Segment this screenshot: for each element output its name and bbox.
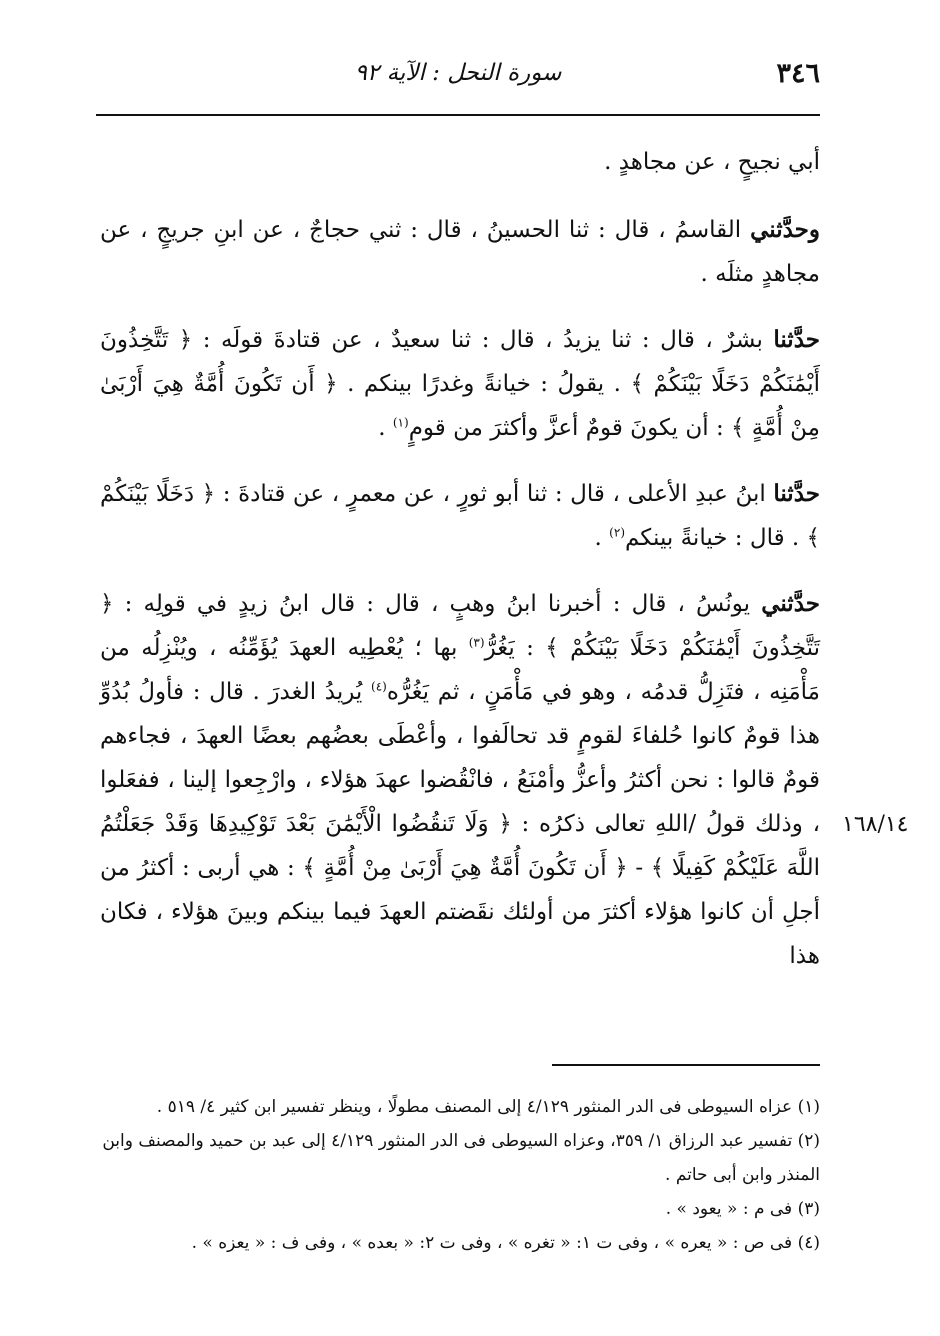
header-rule [96, 114, 820, 116]
paragraph-lead: حدَّثني [761, 590, 820, 617]
footnote-3: (٣) فى م : « يعود » . [665, 1199, 820, 1219]
footnote-1: (١) عزاه السيوطى فى الدر المنثور ٤/١٢٩ إلى المصنف مطولًا ، وينظر تفسير ابن كثير ٤/ ٥١٩ . [156, 1097, 820, 1117]
paragraph-text-continued: بها ؛ يُعْطِيه العهدَ يُؤَمِّنُه ، ويُنْزِلُه من مَأْمَنِه ، فتَزِلُّ قدمُه ، وهو في مَأْمَنٍ ، ثم يَغُرُّه [100, 635, 820, 705]
footnote-2: (٢) تفسير عبد الرزاق ١/ ٣٥٩، وعزاه السيوطى فى الدر المنثور ٤/١٢٩ إلى عبد بن حميد والمصنف وابن المنذر وابن أبى حاتم . [102, 1131, 820, 1185]
footnote-marker[interactable]: (٤) [371, 679, 387, 694]
page-number: ٣٤٦ [776, 58, 820, 89]
paragraph-text: يونُسُ ، قال : أخبرنا ابنُ وهبٍ ، قال : قال ابنُ زيدٍ في قولِه : ﴿ تَتَّخِذُونَ أَيْمَٰنَكُمْ دَخَلًا بَيْنَكُمْ ﴾ : يَغُرُّ [100, 591, 820, 661]
main-text [100, 140, 820, 1000]
paragraph-lead: وحدَّثني [750, 216, 820, 243]
paragraph-text: بشرٌ ، قال : ثنا يزيدُ ، قال : ثنا سعيدٌ ، عن قتادةَ قولَه : ﴿ تَتَّخِذُونَ أَيْمَٰنَكُمْ دَخَلًا بَيْنَكُمْ ﴾ . يقولُ : خيانةً وغدرًا بينكم . ﴿ أَن تَكُونَ أُمَّةٌ هِيَ أَرْبَىٰ مِنْ أُمَّةٍ ﴾ : أن يكونَ قومٌ أعزَّ وأكثرَ من قومٍ [100, 327, 820, 441]
footnote-marker[interactable]: (٣) [468, 635, 485, 650]
paragraph-2 [100, 208, 820, 296]
paragraph-lead: حدَّثنا [773, 480, 820, 507]
page-header [96, 52, 820, 102]
footnote-marker[interactable]: (١) [392, 415, 409, 430]
paragraph-4 [100, 472, 820, 560]
footnote-marker[interactable]: (٢) [609, 525, 625, 540]
paragraph-1 [100, 140, 820, 184]
footnote-4: (٤) فى ص : « يعره » ، وفى ت ١: « تغره » ، وفى ت ٢: « بعده » ، وفى ف : « يعزه » . [191, 1233, 820, 1253]
paragraph-tail: . [594, 525, 610, 551]
paragraph-lead: حدَّثنا [773, 326, 820, 353]
footnote-rule [552, 1064, 820, 1066]
footnotes [100, 1090, 820, 1260]
running-title: سورة النحل : الآية ٩٢ [354, 60, 562, 86]
paragraph-3 [100, 318, 820, 450]
margin-page-reference: ١٦٨/١٤ [842, 812, 909, 837]
paragraph-text-continued: يُريدُ الغدرَ . قال : فأولُ بُدُوِّ هذا قومٌ كانوا حُلفاءَ لقومٍ قد تحالَفوا ، وأعْطَى بعضُهم بعضًا العهدَ ، فجاءهم قومٌ قالوا : نحن أكثرُ وأعزُّ وأمْنَعُ ، فانْقُضوا عهدَ هؤلاء ، وارْجِعوا إلينا ، ففعَلوا ، وذلك قولُ /اللهِ تعالى ذكرُه : ﴿ وَلَا تَنقُضُوا الْأَيْمَٰنَ بَعْدَ تَوْكِيدِهَا وَقَدْ جَعَلْتُمُ اللَّهَ عَلَيْكُمْ كَفِيلًا ﴾ - ﴿ أَن تَكُونَ أُمَّةٌ هِيَ أَرْبَىٰ مِنْ أُمَّةٍ ﴾ : هي أربى : أكثرُ من أجلِ أن كانوا هؤلاء أكثرَ من أولئك نقَضتم العهدَ فيما بينكم وبينَ هؤلاء ، فكان هذا [100, 679, 820, 969]
paragraph-text: القاسمُ ، قال : ثنا الحسينُ ، قال : ثني حجاجٌ ، عن ابنِ جريجٍ ، عن مجاهدٍ مثلَه . [100, 217, 820, 287]
paragraph-text: ابنُ عبدِ الأعلى ، قال : ثنا أبو ثورٍ ، عن معمرٍ ، عن قتادةَ : ﴿ دَخَلًا بَيْنَكُمْ ﴾ . قال : خيانةً بينكم [100, 481, 820, 551]
paragraph-5 [100, 582, 820, 978]
paragraph-text: أبي نجيحٍ ، عن مجاهدٍ . [604, 149, 820, 175]
paragraph-tail: . [378, 415, 393, 441]
